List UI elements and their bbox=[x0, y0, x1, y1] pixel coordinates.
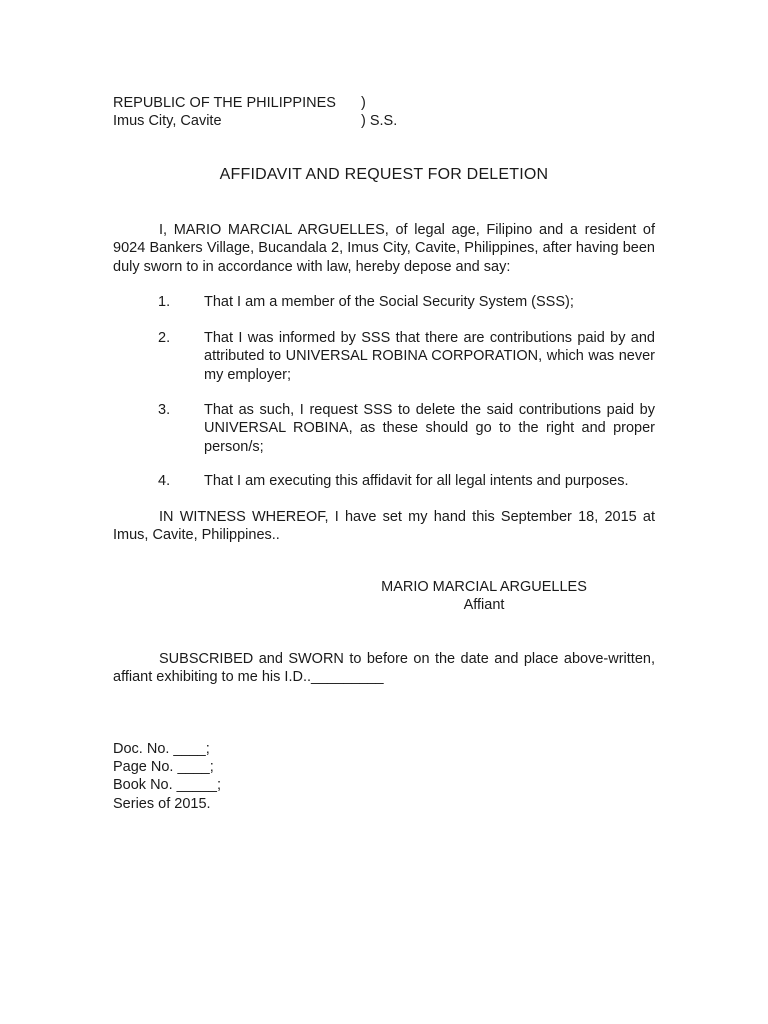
venue-city: Imus City, Cavite bbox=[113, 113, 222, 129]
witness-paragraph: IN WITNESS WHEREOF, I have set my hand this September 18, 2015 at Imus, Cavite, Philippines.. bbox=[113, 509, 655, 544]
venue-line-city bbox=[113, 112, 533, 130]
doc-number: Doc. No. ____; bbox=[113, 741, 210, 757]
document-title: AFFIDAVIT AND REQUEST FOR DELETION bbox=[219, 166, 549, 183]
item-text: That I was informed by SSS that there are contributions paid by and attributed to UNIVERSAL ROBINA CORPORATION, which was never my employer; bbox=[204, 330, 655, 383]
signature-block bbox=[376, 578, 592, 615]
jurat-paragraph: SUBSCRIBED and SWORN to before on the date and place above-written, affiant exhibiting to me his I.D.._________ bbox=[113, 651, 655, 686]
item-number: 4. bbox=[158, 473, 171, 489]
item-number: 2. bbox=[158, 330, 171, 346]
signer-role: Affiant bbox=[463, 597, 505, 614]
notarial-register-block bbox=[113, 740, 221, 813]
page-number: Page No. ____; bbox=[113, 759, 214, 776]
item-text: That as such, I request SSS to delete the said contributions paid by UNIVERSAL ROBINA, as these should go to the right and proper person/s; bbox=[204, 402, 655, 455]
item-number: 1. bbox=[158, 294, 171, 310]
venue-country: REPUBLIC OF THE PHILIPPINES bbox=[113, 95, 336, 111]
venue-line-country bbox=[113, 94, 533, 112]
venue-country-mark: ) bbox=[361, 95, 366, 111]
venue-block bbox=[113, 94, 533, 130]
signer-name: MARIO MARCIAL ARGUELLES bbox=[381, 579, 587, 595]
series-year: Series of 2015. bbox=[113, 795, 211, 812]
intro-paragraph: I, MARIO MARCIAL ARGUELLES, of legal age, Filipino and a resident of 9024 Bankers Village, Bucandala 2, Imus City, Cavite, Philippines, after having been duly sworn to in accordance with law, hereby depose and say: bbox=[113, 222, 655, 275]
item-text: That I am executing this affidavit for all legal intents and purposes. bbox=[204, 473, 629, 489]
book-number: Book No. _____; bbox=[113, 777, 222, 794]
item-number: 3. bbox=[158, 402, 171, 418]
item-text: That I am a member of the Social Security System (SSS); bbox=[204, 294, 574, 310]
venue-city-mark: ) S.S. bbox=[361, 113, 398, 129]
